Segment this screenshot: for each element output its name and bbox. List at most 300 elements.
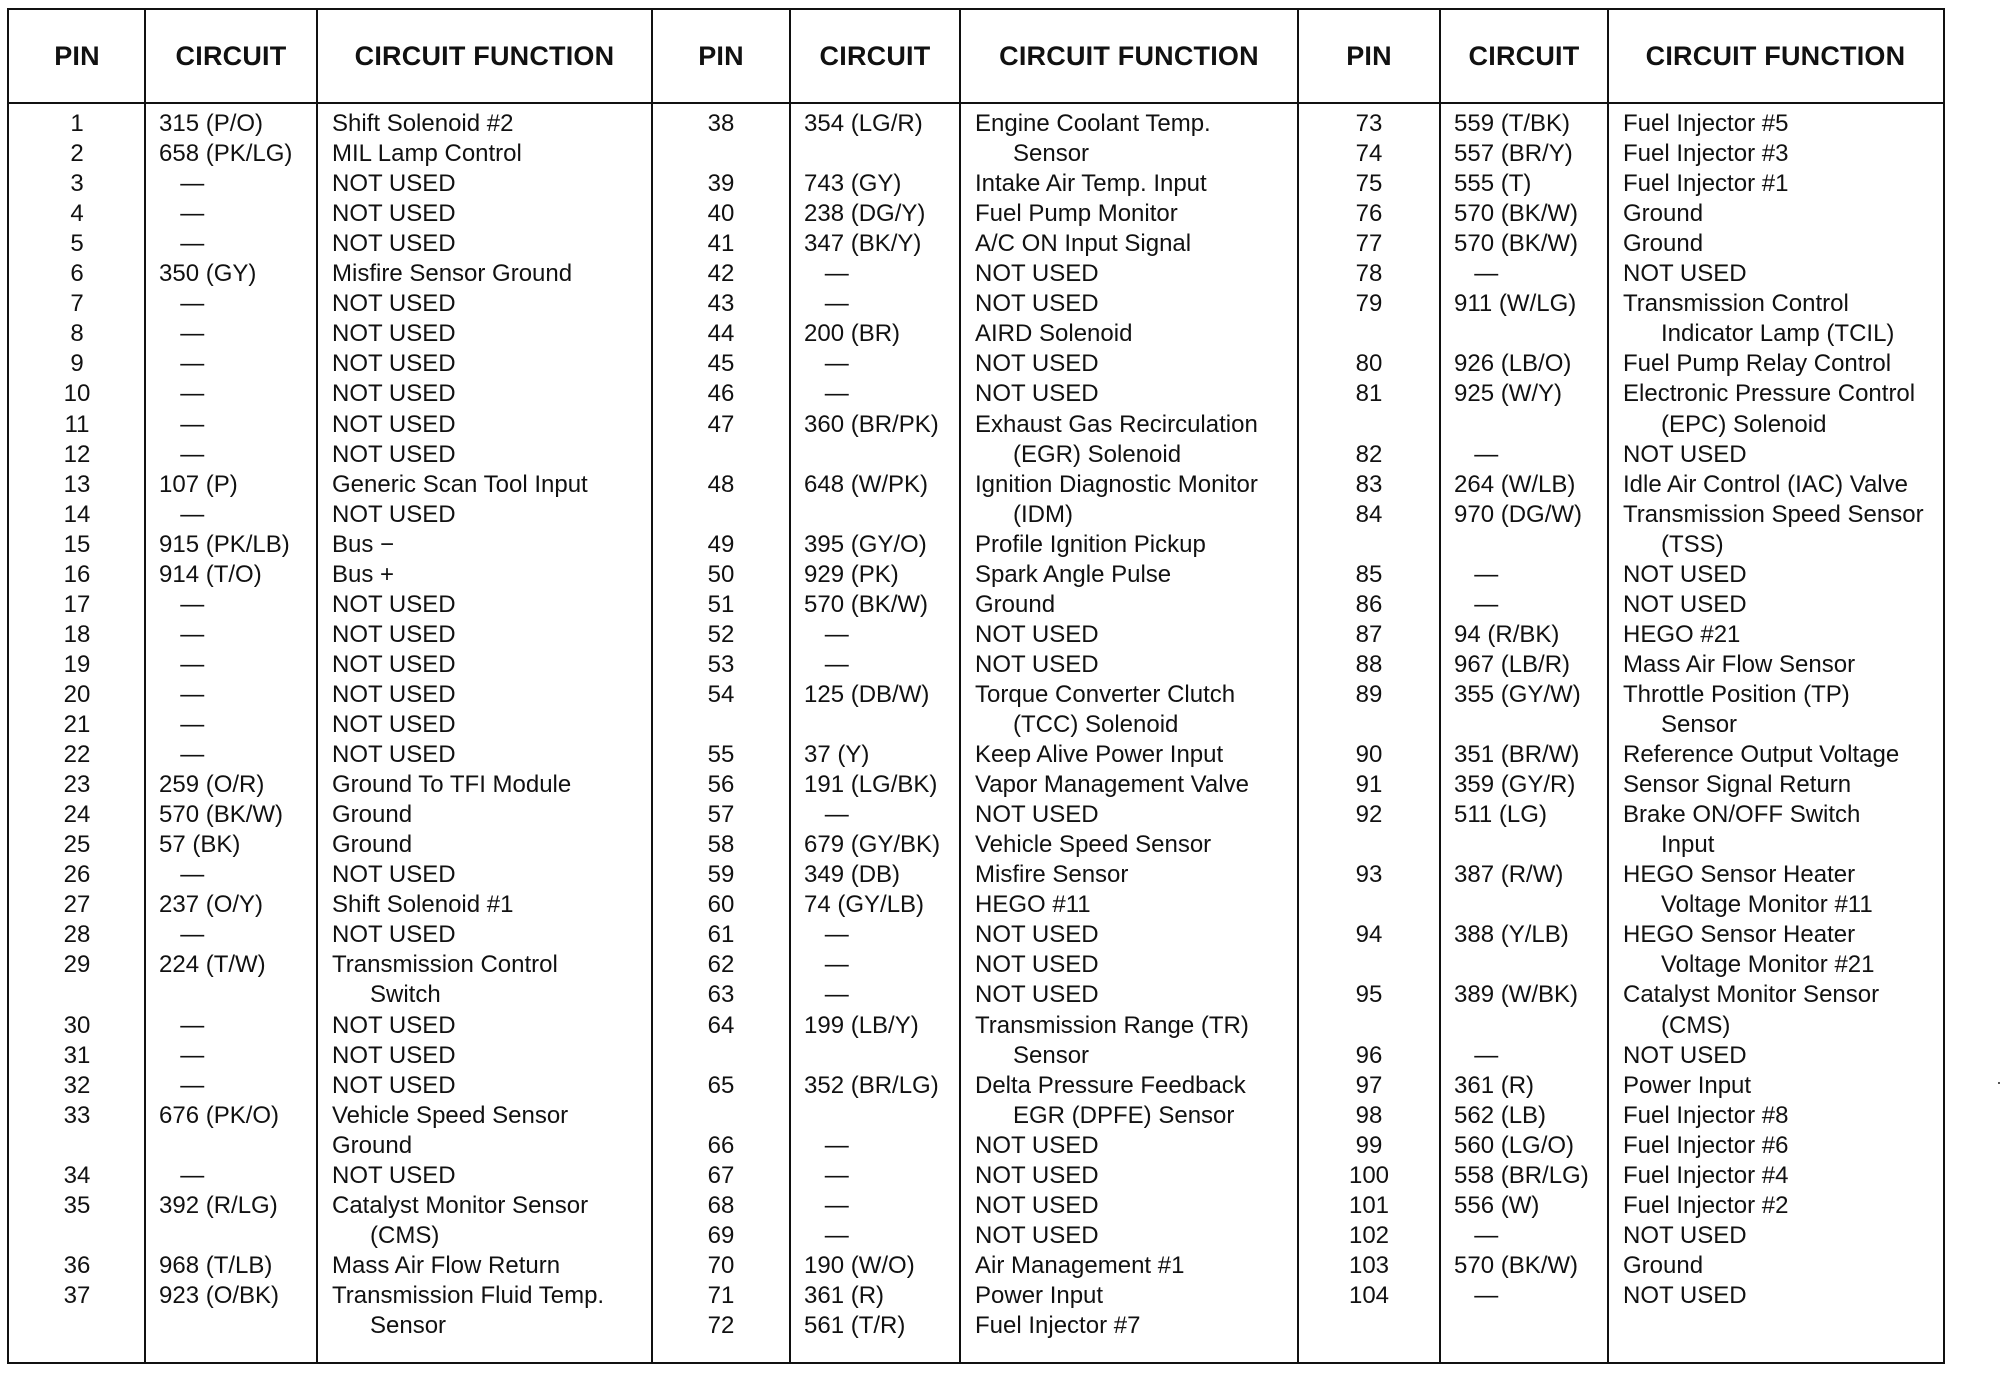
circuit-function: Shift Solenoid #1 (332, 891, 514, 919)
circuit-function: NOT USED (1623, 590, 1747, 618)
pin-number: 56 (707, 771, 735, 799)
circuit-function: Ground (1623, 230, 1704, 258)
circuit-function: Engine Coolant Temp. (975, 110, 1211, 137)
circuit-dash: — (824, 921, 849, 949)
pin-number: 69 (707, 1221, 735, 1249)
circuit-function: Ground (975, 590, 1056, 618)
circuit-function-continued: Sensor (1013, 1041, 1090, 1069)
circuit-dash: — (180, 1041, 205, 1069)
circuit-code: 237 (O/Y) (159, 891, 264, 919)
pin-number: 102 (1348, 1221, 1390, 1249)
pin-number: 104 (1348, 1281, 1390, 1309)
pin-number: 87 (1355, 620, 1383, 648)
pin-number: 13 (63, 470, 91, 498)
circuit-dash: — (180, 170, 205, 198)
circuit-dash: — (824, 1161, 849, 1189)
circuit-function: HEGO #21 (1623, 620, 1741, 648)
circuit-function: NOT USED (332, 1011, 456, 1039)
circuit-function: Misfire Sensor (975, 861, 1129, 889)
circuit-dash: — (824, 801, 849, 829)
circuit-function: Fuel Injector #4 (1623, 1161, 1789, 1189)
pin-number: 67 (707, 1161, 735, 1189)
circuit-function: Mass Air Flow Return (332, 1251, 561, 1279)
column-header-pin: PIN (698, 41, 744, 71)
circuit-dash: — (180, 650, 205, 678)
header-divider (9, 102, 1943, 104)
circuit-dash: — (1474, 560, 1499, 588)
circuit-code: 349 (DB) (804, 861, 901, 889)
circuit-dash: — (824, 650, 849, 678)
pin-number: 75 (1355, 170, 1383, 198)
circuit-function: Bus − (332, 530, 395, 558)
column-header-pin: PIN (1346, 41, 1392, 71)
circuit-function: NOT USED (332, 170, 456, 198)
circuit-code: 352 (BR/LG) (804, 1071, 939, 1099)
column-header-function: CIRCUIT FUNCTION (1645, 41, 1906, 71)
circuit-function: NOT USED (975, 921, 1099, 949)
circuit-code: 354 (LG/R) (804, 110, 923, 137)
circuit-function: Exhaust Gas Recirculation (975, 410, 1258, 438)
pin-number: 72 (707, 1312, 735, 1339)
circuit-dash: — (824, 1221, 849, 1249)
circuit-function: Electronic Pressure Control (1623, 380, 1916, 408)
pin-number: 18 (63, 620, 91, 648)
circuit-function: Catalyst Monitor Sensor (332, 1191, 589, 1219)
pin-number: 1 (70, 110, 84, 137)
circuit-code: 968 (T/LB) (159, 1251, 273, 1279)
pin-number: 70 (707, 1251, 735, 1279)
circuit-dash: — (824, 290, 849, 318)
circuit-function: Ignition Diagnostic Monitor (975, 470, 1258, 498)
circuit-dash: — (824, 380, 849, 408)
circuit-code: 37 (Y) (804, 741, 870, 769)
pin-number: 97 (1355, 1071, 1383, 1099)
circuit-function-continued: Voltage Monitor #11 (1661, 891, 1873, 919)
circuit-code: 74 (GY/LB) (804, 891, 925, 919)
pin-number: 50 (707, 560, 735, 588)
circuit-code: 125 (DB/W) (804, 680, 930, 708)
pin-number: 80 (1355, 350, 1383, 378)
pin-number: 59 (707, 861, 735, 889)
circuit-function: Sensor Signal Return (1623, 771, 1852, 799)
pin-number: 9 (70, 350, 84, 378)
circuit-function: NOT USED (975, 650, 1099, 678)
circuit-function: HEGO #11 (975, 891, 1091, 919)
circuit-code: 395 (GY/O) (804, 530, 927, 558)
pin-number: 39 (707, 170, 735, 198)
circuit-dash: — (180, 711, 205, 738)
pin-number: 48 (707, 470, 735, 498)
circuit-code: 679 (GY/BK) (804, 831, 941, 859)
circuit-dash: — (1474, 1221, 1499, 1249)
circuit-dash: — (180, 410, 205, 438)
circuit-function: NOT USED (332, 620, 456, 648)
circuit-function: Air Management #1 (975, 1251, 1185, 1279)
pin-number: 29 (63, 951, 91, 979)
circuit-code: 351 (BR/W) (1454, 741, 1580, 769)
circuit-dash: — (824, 620, 849, 648)
circuit-function: Mass Air Flow Sensor (1623, 650, 1856, 678)
circuit-code: 658 (PK/LG) (159, 140, 293, 168)
column-header-function: CIRCUIT FUNCTION (999, 41, 1259, 71)
circuit-code: 556 (W) (1454, 1191, 1540, 1219)
circuit-function: Fuel Pump Relay Control (1623, 350, 1892, 378)
circuit-code: 923 (O/BK) (159, 1281, 280, 1309)
circuit-function: Vapor Management Valve (975, 771, 1249, 799)
circuit-dash: — (180, 680, 205, 708)
circuit-code: 190 (W/O) (804, 1251, 915, 1279)
pin-number: 71 (707, 1281, 735, 1309)
circuit-function: Fuel Pump Monitor (975, 200, 1178, 228)
circuit-dash: — (824, 1131, 849, 1159)
pin-number: 38 (707, 110, 735, 137)
circuit-function: Fuel Injector #6 (1623, 1131, 1789, 1159)
circuit-function: Brake ON/OFF Switch (1623, 801, 1861, 829)
circuit-function: NOT USED (332, 1041, 456, 1069)
circuit-dash: — (180, 921, 205, 949)
pin-number: 98 (1355, 1101, 1383, 1129)
circuit-dash: — (180, 380, 205, 408)
pin-number: 27 (63, 891, 91, 919)
circuit-code: 929 (PK) (804, 560, 899, 588)
pin-number: 35 (63, 1191, 91, 1219)
pin-number: 85 (1355, 560, 1383, 588)
circuit-code: 350 (GY) (159, 260, 257, 288)
column-divider (959, 10, 961, 1362)
pin-number: 6 (70, 260, 84, 288)
circuit-function-continued: (EPC) Solenoid (1661, 410, 1827, 438)
pin-number: 11 (64, 410, 90, 438)
circuit-dash: — (180, 350, 205, 378)
pin-number: 101 (1348, 1191, 1390, 1219)
column-header-pin: PIN (54, 41, 100, 71)
circuit-function: NOT USED (1623, 560, 1747, 588)
pin-number: 36 (63, 1251, 91, 1279)
circuit-function: NOT USED (1623, 1281, 1747, 1309)
circuit-dash: — (180, 1161, 205, 1189)
circuit-code: 911 (W/LG) (1454, 290, 1577, 318)
column-divider (316, 10, 318, 1362)
circuit-function: Vehicle Speed Sensor (332, 1101, 569, 1129)
circuit-code: 57 (BK) (159, 831, 241, 859)
pin-number: 40 (707, 200, 735, 228)
circuit-function: NOT USED (975, 951, 1099, 979)
pin-number: 81 (1355, 380, 1383, 408)
pin-number: 23 (63, 771, 91, 799)
circuit-code: 676 (PK/O) (159, 1101, 280, 1129)
circuit-function-continued: EGR (DPFE) Sensor (1013, 1101, 1235, 1129)
circuit-function: NOT USED (975, 620, 1099, 648)
pin-number: 79 (1355, 290, 1383, 318)
circuit-dash: — (180, 861, 205, 889)
circuit-dash: — (180, 620, 205, 648)
circuit-code: 915 (PK/LB) (159, 530, 290, 558)
pin-number: 52 (707, 620, 735, 648)
circuit-function: Power Input (975, 1281, 1104, 1309)
circuit-function: NOT USED (332, 741, 456, 769)
circuit-code: 648 (W/PK) (804, 470, 929, 498)
circuit-function: Fuel Injector #2 (1623, 1191, 1789, 1219)
circuit-function: NOT USED (975, 1221, 1099, 1249)
circuit-function: Ground (1623, 200, 1704, 228)
circuit-function: Idle Air Control (IAC) Valve (1623, 470, 1908, 498)
circuit-function: NOT USED (975, 380, 1099, 408)
circuit-function: NOT USED (975, 1191, 1099, 1219)
circuit-function: NOT USED (1623, 1221, 1747, 1249)
pin-number: 103 (1348, 1251, 1390, 1279)
circuit-code: 191 (LG/BK) (804, 771, 938, 799)
pin-number: 66 (707, 1131, 735, 1159)
pin-number: 64 (707, 1011, 735, 1039)
circuit-function: Shift Solenoid #2 (332, 110, 514, 137)
circuit-code: 347 (BK/Y) (804, 230, 922, 258)
circuit-code: 387 (R/W) (1454, 861, 1564, 889)
circuit-function: NOT USED (975, 350, 1099, 378)
circuit-function-continued: Switch (370, 981, 441, 1009)
pin-number: 2 (70, 140, 84, 168)
pin-number: 8 (70, 320, 84, 348)
circuit-code: 743 (GY) (804, 170, 902, 198)
circuit-function-continued: Indicator Lamp (TCIL) (1661, 320, 1895, 348)
circuit-code: 199 (LB/Y) (804, 1011, 919, 1039)
pin-number: 95 (1355, 981, 1383, 1009)
pin-number: 4 (70, 200, 84, 228)
circuit-function: NOT USED (975, 801, 1099, 829)
circuit-function: NOT USED (332, 230, 456, 258)
circuit-code: 570 (BK/W) (159, 801, 284, 829)
pin-number: 42 (707, 260, 735, 288)
circuit-function: NOT USED (332, 410, 456, 438)
pin-number: 76 (1355, 200, 1383, 228)
pin-number: 33 (63, 1101, 91, 1129)
pin-number: 12 (63, 440, 91, 468)
scan-speck (1998, 1082, 2000, 1084)
circuit-dash: — (1474, 590, 1499, 618)
pin-number: 31 (63, 1041, 91, 1069)
circuit-dash: — (180, 590, 205, 618)
pin-number: 41 (707, 230, 735, 258)
pin-number: 53 (707, 650, 735, 678)
circuit-dash: — (180, 230, 205, 258)
circuit-code: 570 (BK/W) (1454, 200, 1579, 228)
pin-number: 49 (707, 530, 735, 558)
pin-number: 46 (707, 380, 735, 408)
circuit-code: 264 (W/LB) (1454, 470, 1576, 498)
circuit-function: NOT USED (975, 1161, 1099, 1189)
circuit-function: NOT USED (332, 711, 456, 738)
circuit-dash: — (824, 350, 849, 378)
circuit-code: 557 (BR/Y) (1454, 140, 1573, 168)
circuit-function: NOT USED (332, 440, 456, 468)
pin-number: 83 (1355, 470, 1383, 498)
circuit-function: NOT USED (332, 1161, 456, 1189)
pin-number: 74 (1355, 140, 1383, 168)
circuit-function: Vehicle Speed Sensor (975, 831, 1212, 859)
pin-number: 37 (63, 1281, 91, 1309)
circuit-function: Bus + (332, 560, 395, 588)
circuit-code: 570 (BK/W) (1454, 230, 1579, 258)
circuit-code: 388 (Y/LB) (1454, 921, 1569, 949)
circuit-function: Fuel Injector #8 (1623, 1101, 1789, 1129)
circuit-function: Reference Output Voltage (1623, 741, 1900, 769)
circuit-dash: — (1474, 1281, 1499, 1309)
pin-number: 65 (707, 1071, 735, 1099)
circuit-function: Misfire Sensor Ground (332, 260, 573, 288)
circuit-function: NOT USED (975, 1131, 1099, 1159)
circuit-function: NOT USED (975, 290, 1099, 318)
circuit-function: NOT USED (1623, 260, 1747, 288)
pin-number: 89 (1355, 680, 1383, 708)
pin-number: 93 (1355, 861, 1383, 889)
circuit-function: NOT USED (332, 680, 456, 708)
circuit-code: 360 (BR/PK) (804, 410, 939, 438)
pin-number: 7 (70, 290, 84, 318)
pin-number: 47 (707, 410, 735, 438)
circuit-dash: — (824, 951, 849, 979)
circuit-function: Ground (1623, 1251, 1704, 1279)
pin-number: 28 (63, 921, 91, 949)
circuit-code: 392 (R/LG) (159, 1191, 278, 1219)
circuit-code: 558 (BR/LG) (1454, 1161, 1589, 1189)
column-header-circuit: CIRCUIT (1468, 41, 1580, 71)
pin-number: 20 (63, 680, 91, 708)
pin-number: 14 (63, 500, 91, 528)
circuit-dash: — (180, 200, 205, 228)
pin-number: 99 (1355, 1131, 1383, 1159)
pin-number: 25 (63, 831, 91, 859)
circuit-function-continued: Sensor (370, 1312, 447, 1339)
pin-number: 44 (707, 320, 735, 348)
circuit-function-continued: (EGR) Solenoid (1013, 440, 1182, 468)
circuit-code: 570 (BK/W) (1454, 1251, 1579, 1279)
circuit-dash: — (1474, 1041, 1499, 1069)
circuit-dash: — (824, 981, 849, 1009)
circuit-code: 359 (GY/R) (1454, 771, 1576, 799)
circuit-function-continued: (TCC) Solenoid (1013, 711, 1179, 738)
pin-number: 32 (63, 1071, 91, 1099)
circuit-code: 562 (LB) (1454, 1101, 1547, 1129)
circuit-function: A/C ON Input Signal (975, 230, 1192, 258)
circuit-function: Transmission Speed Sensor (1623, 500, 1924, 528)
pin-number: 77 (1355, 230, 1383, 258)
pin-number: 22 (63, 741, 91, 769)
circuit-code: 238 (DG/Y) (804, 200, 926, 228)
circuit-dash: — (1474, 260, 1499, 288)
circuit-function: Catalyst Monitor Sensor (1623, 981, 1880, 1009)
pin-number: 84 (1355, 500, 1383, 528)
pin-number: 24 (63, 801, 91, 829)
pin-number: 68 (707, 1191, 735, 1219)
circuit-code: 107 (P) (159, 470, 238, 498)
pin-number: 30 (63, 1011, 91, 1039)
circuit-function: Ground (332, 801, 413, 829)
circuit-dash: — (180, 320, 205, 348)
pin-number: 19 (63, 650, 91, 678)
circuit-function: Profile Ignition Pickup (975, 530, 1206, 558)
circuit-code: 511 (LG) (1454, 801, 1547, 829)
pin-number: 26 (63, 861, 91, 889)
circuit-function: Fuel Injector #1 (1623, 170, 1789, 198)
circuit-function: Delta Pressure Feedback (975, 1071, 1246, 1099)
circuit-function: Transmission Fluid Temp. (332, 1281, 605, 1309)
pin-number: 78 (1355, 260, 1383, 288)
pin-number: 94 (1355, 921, 1383, 949)
circuit-function: NOT USED (975, 260, 1099, 288)
circuit-function: Generic Scan Tool Input (332, 470, 588, 498)
circuit-code: 967 (LB/R) (1454, 650, 1571, 678)
pin-number: 82 (1355, 440, 1383, 468)
pin-number: 21 (63, 711, 91, 738)
circuit-function: Throttle Position (TP) (1623, 680, 1850, 708)
pin-number: 61 (707, 921, 735, 949)
circuit-function: NOT USED (975, 981, 1099, 1009)
circuit-function: Transmission Control (1623, 290, 1849, 318)
circuit-function: Keep Alive Power Input (975, 741, 1224, 769)
circuit-function: NOT USED (332, 320, 456, 348)
circuit-code: 555 (T) (1454, 170, 1532, 198)
circuit-code: 259 (O/R) (159, 771, 265, 799)
circuit-function-continued: Sensor (1661, 711, 1738, 738)
circuit-code: 224 (T/W) (159, 951, 266, 979)
circuit-function: NOT USED (332, 200, 456, 228)
pin-number: 62 (707, 951, 735, 979)
pin-number: 34 (63, 1161, 91, 1189)
circuit-function: Ground To TFI Module (332, 771, 572, 799)
circuit-function: HEGO Sensor Heater (1623, 921, 1856, 949)
pin-number: 63 (707, 981, 735, 1009)
circuit-function: Intake Air Temp. Input (975, 170, 1207, 198)
circuit-code: 970 (DG/W) (1454, 500, 1583, 528)
circuit-function: HEGO Sensor Heater (1623, 861, 1856, 889)
circuit-function: NOT USED (332, 1071, 456, 1099)
circuit-function: NOT USED (332, 350, 456, 378)
circuit-function: Ground (332, 831, 413, 859)
pin-number: 86 (1355, 590, 1383, 618)
circuit-code: 315 (P/O) (159, 110, 264, 137)
column-header-function: CIRCUIT FUNCTION (354, 41, 615, 71)
pin-number: 96 (1355, 1041, 1383, 1069)
circuit-function-continued: Sensor (1013, 140, 1090, 168)
circuit-function: Power Input (1623, 1071, 1752, 1099)
pin-number: 55 (707, 741, 735, 769)
circuit-function: Fuel Injector #5 (1623, 110, 1789, 137)
circuit-function-continued: (CMS) (1661, 1011, 1731, 1039)
circuit-dash: — (824, 260, 849, 288)
circuit-code: 389 (W/BK) (1454, 981, 1579, 1009)
circuit-function: NOT USED (332, 500, 456, 528)
circuit-function: NOT USED (332, 921, 456, 949)
pin-number: 54 (707, 680, 735, 708)
circuit-function: Transmission Range (TR) (975, 1011, 1249, 1039)
circuit-function-continued: (CMS) (370, 1221, 440, 1249)
circuit-dash: — (180, 1071, 205, 1099)
circuit-dash: — (1474, 440, 1499, 468)
circuit-code: 200 (BR) (804, 320, 901, 348)
circuit-function: Spark Angle Pulse (975, 560, 1172, 588)
circuit-code: 925 (W/Y) (1454, 380, 1563, 408)
circuit-function-continued: (TSS) (1661, 530, 1724, 558)
column-header-circuit: CIRCUIT (819, 41, 931, 71)
circuit-code: 355 (GY/W) (1454, 680, 1581, 708)
circuit-function: Fuel Injector #3 (1623, 140, 1789, 168)
pin-number: 16 (63, 560, 91, 588)
circuit-function: NOT USED (332, 861, 456, 889)
circuit-code: 914 (T/O) (159, 560, 262, 588)
pin-number: 92 (1355, 801, 1383, 829)
circuit-dash: — (180, 440, 205, 468)
pin-number: 91 (1355, 771, 1383, 799)
pin-number: 17 (63, 590, 91, 618)
